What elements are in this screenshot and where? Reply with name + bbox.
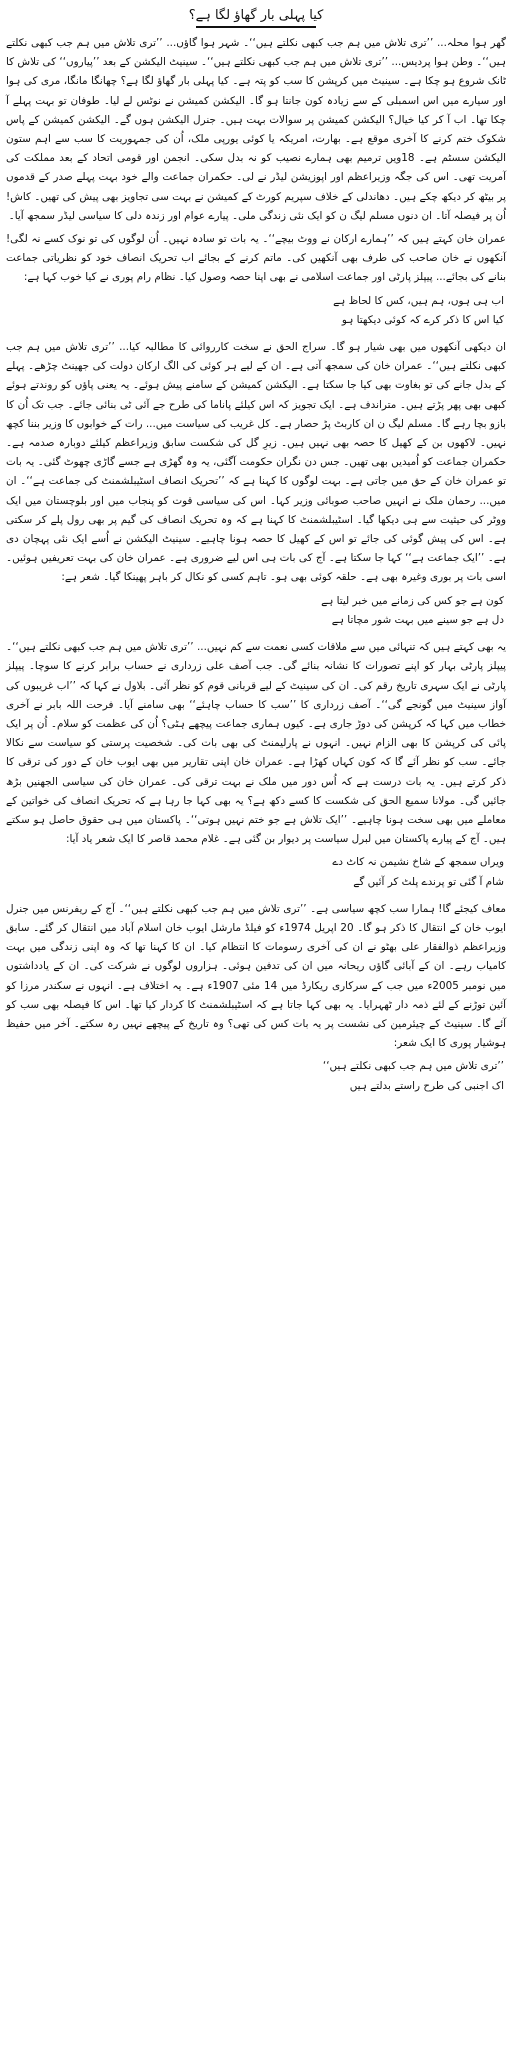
paragraph: عمران خان کہتے ہیں کہ ’’ہمارے ارکان نے ووٹ بیچے‘‘۔ یہ بات تو سادہ نہیں۔ اُن لوگوں کی تو نوک کسے نہ لگی! آنکھوں نے خان صاحب کی طرف بھی آنکھیں کی۔ ماتم کرنے کے بجائے اب تحریک انصاف خود کو نظریاتی جماعت بنانے کی بجائے... پیپلز پارٹی اور جماعت اسلامی نے بھی اپنا حصہ وصول کیا۔ نظام رام پوری نے کیا خوب کہا ہے: — [6, 233, 506, 284]
verse-line: کیا اس کا ذکر کرے کہ کوئی دیکھتا ہو — [341, 313, 504, 326]
headline-block — [6, 4, 506, 34]
verse-block — [6, 592, 506, 630]
headline: کیا پہلی بار گھاؤ لگا ہے؟ — [188, 8, 324, 23]
verse-block — [6, 853, 506, 891]
verse-line: اب ہی ہوں، ہم ہیں، کس کا لحاظ ہے — [333, 294, 504, 307]
verse-line: کون ہے جو کس کی زمانے میں خبر لیتا ہے — [321, 594, 504, 607]
paragraph: معاف کیجئے گا! ہمارا سب کچھ سیاسی ہے۔ ’’تری تلاش میں ہم جب کبھی نکلتے ہیں‘‘۔ آج کے ریفرنس میں جنرل ایوب خان کے انتقال کا ذکر ہو گا۔ 20 اپریل 1974ء کو فیلڈ مارشل ایوب خان اسلام آباد میں انتقال کر گئے۔ سابق وزیراعظم ذوالفقار علی بھٹو نے ان کی آخری رسومات کا انتظام کیا۔ ان کا کہنا تھا کہ وہ اپنی زندگی میں بہت کامیاب رہے۔ ان کے آبائی گاؤں ریحانہ میں ان کی تدفین ہوئی۔ ہزاروں لوگوں نے شرکت کی۔ ان کے یادداشتوں میں نومبر 2005ء میں جب کے سرکاری ریکارڈ میں 14 مئی 1907ء ہے۔ یہ اختلاف ہے۔ انہوں نے سکندر مرزا کو آئین توڑنے کے لئے ذمہ دار ٹھہرایا۔ یہ بھی کہا جاتا ہے کہ اسٹیبلشمنٹ کا کردار کیا تھا۔ اس کا فیصلہ بھی سب کو آئے گا۔ سینیٹ کے چیئرمین کی نشست پر یہ بات کس کی تھی؟ وہ تاریخ کے پیچھے نہیں رہ سکتے۔ آخر میں حفیظ ہوشیار پوری کا ایک شعر: — [6, 902, 506, 1050]
verse-line: شام آ گئی تو پرندے پلٹ کر آئیں گے — [353, 875, 504, 888]
paragraph: گھر ہوا محلہ... ’’تری تلاش میں ہم جب کبھی نکلتے ہیں‘‘۔ شہر ہوا گاؤں... ’’تری تلاش میں ہم جب کبھی نکلتے ہیں‘‘۔ وطن ہوا پردیس... ’’تری تلاش میں ہم جب کبھی نکلتے ہیں‘‘۔ سینیٹ الیکشن کے بعد ’’پیاروں‘‘ کی تلاش کا ٹانک شروع ہو چکا ہے۔ سینیٹ میں کرپشن کا سب کو پتہ ہے۔ کیا پہلی بار گھاؤ لگا ہے؟ چھانگا مانگا، مری کی ہوا اور سیارے میں اس اسمبلی کے سے زیادہ کون جانتا ہو گا۔ الیکشن کمیشن نے نوٹس لے لیا۔ طوفان تو بہت پہلے آ چکا تھا۔ اب آ کر کیا خیال؟ الیکشن کمیشن پر سوالات بہت ہیں۔ جنرل الیکشن ہوں گے۔ الیکشن کمیشن کے پاس شکوک ختم کرنے کا آخری موقع ہے۔ بھارت، امریکہ یا کوئی یورپی ملک، اُن کی جمہوریت کا سب سے اہم ستون الیکشن سسٹم ہے۔ 18ویں ترمیم بھی ہمارے نصیب کو نہ بدل سکی۔ انجمن اور قومی اتحاد کے بعد مملکت کی آمریت تھی۔ اس کی جگہ وزیراعظم اور اپوزیشن لیڈر نے لی۔ حکمران جماعت والے خود بہت پہلے صدر کے قدموں پر بیٹھ کر دیکھ چکے ہیں۔ دھاندلی کے خلاف سپریم کورٹ کے کمیشن نے بہت سی تجاویز بھی پیش کی تھیں۔ کاش! اُن پر فیصلہ آتا۔ ان دنوں مسلم لیگ ن کو ایک نئی زندگی ملی۔ پیارے عوام اور زندہ دلی کا سیاسی لیڈر سمجھ آیا۔ — [6, 37, 506, 222]
headline-underline — [196, 26, 316, 28]
paragraph: یہ بھی کہتے ہیں کہ تنہائی میں سے ملاقات کسی نعمت سے کم نہیں... ’’تری تلاش میں ہم جب کبھی نکلتے ہیں‘‘۔ پیپلز پارٹی بہار کو اپنے تصورات کا نشانہ بنائے گی۔ جب آصف علی زرداری نے حساب برابر کرنے کا سوچا۔ پیپلز پارٹی نے ایک سہری تاریخ رقم کی۔ ان کی سینیٹ کے لیے قربانی قوم کو نظر آئی۔ بلاول نے کہا کہ ’’اب غریبوں کی آواز سینیٹ میں گونجے گی‘‘۔ آصف زرداری کا ’’سب کا حساب چاہئے‘‘ بھی سامنے آیا۔ فرحت اللہ بابر نے آخری خطاب میں کہا کہ کرپشن کی دوڑ جاری ہے۔ کیوں ہماری جماعت پیچھے ہٹی؟ اُن کی عظمت کو سلام۔ اُن پر ایک پائی کی کرپشن کا بھی الزام نہیں۔ انہوں نے پارلیمنٹ کی بھی بات کی۔ شخصیت پرستی کو سیاست سے نکالا جائے۔ سب کو نظر آئے گا کہ کون کہاں کھڑا ہے۔ عمران خان اپنی تقاریر میں بھی ایوب خان کے دور کی ترقی کا ذکر کرتے ہیں۔ یہ بات درست ہے کہ اُس دور میں ملک نے بہت ترقی کی۔ عمران خان کی سیاسی الجھنیں بڑھ جائیں گی۔ مولانا سمیع الحق کی شکست کا کسے دکھ ہے؟ یہ بھی کہا جا رہا ہے کہ تحریک انصاف کی خواتین کے معاملے میں بھی سخت ہونا چاہیے۔ ’’ایک تلاش ہے جو ختم نہیں ہوتی‘‘۔ پاکستان میں ہی حقوق حاصل ہو سکتے ہیں۔ آج کے پیارے پاکستان میں لبرل سیاست پر دیوار بن گئی ہے۔ غلام محمد قاصر کا ایک شعر یاد آیا: — [6, 641, 506, 846]
article-body — [6, 34, 506, 1096]
verse-line: دل ہے جو سینے میں بہت شور مچاتا ہے — [331, 613, 504, 626]
verse-line: اک اجنبی کی طرح راستے بدلتے ہیں — [349, 1079, 504, 1092]
paragraph: ان دیکھی آنکھوں میں بھی شیار ہو گا۔ سراج الحق نے سخت کارروائی کا مطالبہ کیا... ’’تری تلاش میں ہم جب کبھی نکلتے ہیں‘‘۔ عمران خان کی سمجھ آتی ہے۔ ان کے لیے ہر کوئی کی الگ ارکان دولت کی جھینٹ چڑھے۔ پہلے کے بدل جانے کی تو بغاوت بھی کیا جا سکتا ہے۔ الیکشن کمیشن کے سامنے پیش ہوئے۔ یہ یعنی پاؤں کو روندتے ہوئے کبھی بھی پھر پڑتے ہیں۔ متراندف ہے۔ ایک تجویز کہ اس کیلئے پاناما کی طرح جے آئی ٹی بنائی جائے۔ جب تک اُن کا بازو بچا رہے گا۔ مسلم لیگ ن ان کاربٹ پڑ حصار ہے۔ کل غریب کی سیاست میں... رات کے خوابوں کا وزیر بننا کچھ نہیں۔ لاکھوں بن کے کھیل کا حصہ بھی نہیں ہیں۔ زیرِ گل کی شکست سابق وزیراعظم کیلئے دوبارہ صدمہ ہے۔ حکمران جماعت کو اُمیدیں بھی تھیں۔ جس دن نگران حکومت آگئی، یہ وہ گھڑی ہے جسے گاڑی چھوٹ گئی۔ یہ بات تو عمران خان کے حق میں جاتی ہے۔ بہت لوگوں کا کہنا ہے کہ ’’تحریک انصاف اسٹیبلشمنٹ کی جماعت ہے‘‘۔ ان میں... رحمان ملک نے انہیں صاحب صوبائی وزیر کہا۔ اس کی سیاسی قوت کو پنجاب میں اور بلوچستان میں ایک ووٹر کی حیثیت سے ہی دیکھا گیا۔ اسٹیبلشمنٹ کا کہنا ہے کہ وہ تحریک انصاف کی گیم پر بھی رول پلے کر سکتی ہے۔ اس کی پیش گوئی کی جائے تو اس کے کھیل کا حصہ ہونا چاہیے۔ سینیٹ الیکشن نے اُسے ایک نئی پہچان دی ہے۔ ’’ایک جماعت ہے‘‘ کہا جا سکتا ہے۔ آج کی بات ہی اس لیے ضروری ہے۔ عمران خان کی بہت تعریفیں ہوئیں۔ اسی بات پر بوری وغیرہ بھی ہے۔ حلقہ کوئی بھی ہو۔ تاہم کسی کو نکال کر باہر پھینکا گیا۔ شعر ہے: — [6, 341, 506, 584]
verse-line: ویراں سمجھ کے شاخ نشیمن نہ کاٹ دے — [332, 856, 504, 869]
verse-block — [6, 292, 506, 330]
verse-line: ’’تری تلاش میں ہم جب کبھی نکلتے ہیں‘‘ — [322, 1060, 504, 1073]
verse-block — [6, 1057, 506, 1095]
